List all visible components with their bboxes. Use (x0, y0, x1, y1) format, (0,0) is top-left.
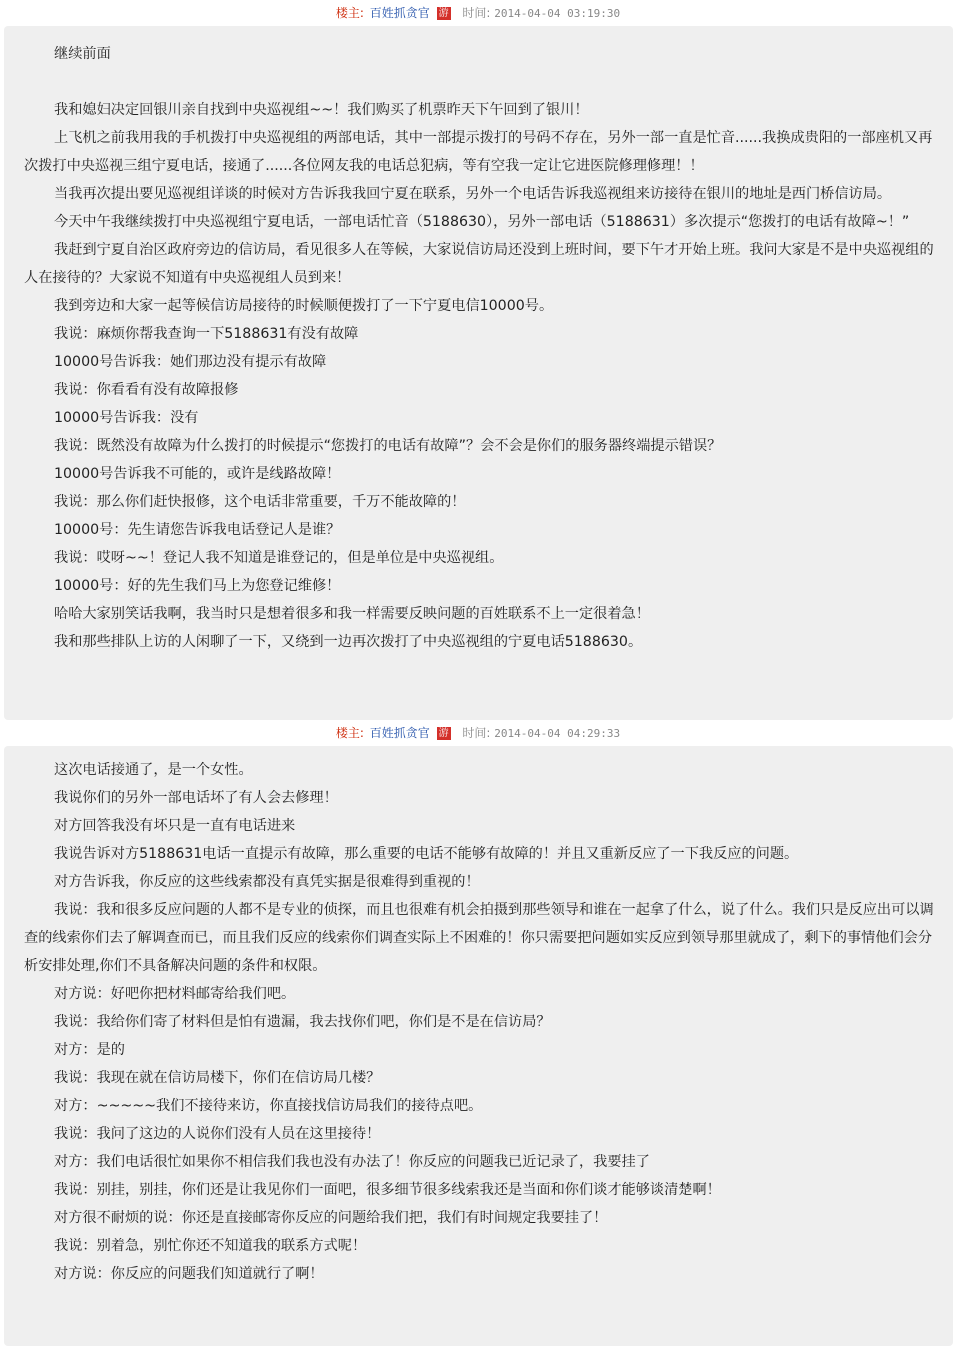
post-paragraph: 我到旁边和大家一起等候信访局接待的时候顺便拨打了一下宁夏电信10000号。 (54, 298, 554, 314)
post-paragraph: 我说：我和很多反应问题的人都不是专业的侦探，而且也很难有机会拍摄到那些领导和谁在一起拿了什么，说了什么。我们只是反应出可以调查的线索你们去了解调查而已，而且我们反应的线索你们调查实际上不困难的！你只需要把问题如实反应到领导那里就成了，剩下的事情他们会分析安排处理,你们不具备解决问题的条件和权限。 (24, 902, 934, 974)
author-link[interactable]: 百姓抓贪官 (369, 726, 430, 740)
post-paragraph: 对方很不耐烦的说：你还是直接邮寄你反应的问题给我们把，我们有时间规定我要挂了！ (54, 1210, 608, 1226)
post-paragraph: 我说：我现在就在信访局楼下，你们在信访局几楼？ (54, 1070, 381, 1086)
post-paragraph: 我和媳妇决定回银川亲自找到中央巡视组~~！我们购买了机票昨天下午回到了银川！ (54, 102, 589, 118)
post-paragraph: 10000号告诉我：没有 (54, 410, 199, 426)
post-paragraph: 10000号：先生请您告诉我电话登记人是谁？ (54, 522, 341, 538)
post-paragraph: 当我再次提出要见巡视组详谈的时候对方告诉我我回宁夏在联系，另外一个电话告诉我巡视组来访接待在银川的地址是西门桥信访局。 (54, 186, 892, 202)
post-paragraph: 对方说：你反应的问题我们知道就行了啊！ (54, 1266, 324, 1282)
post-paragraph: 10000号：好的先生我们马上为您登记维修！ (54, 578, 341, 594)
post-paragraph: 我和那些排队上访的人闲聊了一下，又绕到一边再次拨打了中央巡视组的宁夏电话5188630。 (54, 634, 643, 650)
post-body (4, 26, 953, 720)
post-paragraph: 哈哈大家别笑话我啊，我当时只是想着很多和我一样需要反映问题的百姓联系不上一定很着急！ (54, 606, 650, 622)
time-label: 时间: (462, 726, 491, 740)
tour-badge-icon: 游 (438, 728, 449, 739)
post-header (0, 0, 956, 26)
post-paragraph: 10000号告诉我：她们那边没有提示有故障 (54, 354, 327, 370)
post-paragraph: 我说告诉对方5188631电话一直提示有故障，那么重要的电话不能够有故障的！并且又重新反应了一下我反应的问题。 (54, 846, 799, 862)
post-paragraph: 我说：别着急，别忙你还不知道我的联系方式呢！ (54, 1238, 367, 1254)
post-timestamp: 2014-04-04 04:29:33 (494, 727, 621, 740)
post-paragraph: 我说：既然没有故障为什么拨打的时候提示“您拨打的电话有故障”？会不会是你们的服务器终端提示错误？ (54, 438, 722, 454)
post-paragraph: 我说：麻烦你帮我查询一下5188631有没有故障 (54, 326, 359, 342)
post-body (4, 746, 953, 1346)
post-paragraph: 对方：我们电话很忙如果你不相信我们我也没有办法了！你反应的问题我已近记录了，我要挂了 (54, 1154, 650, 1170)
post-paragraph: 这次电话接通了，是一个女性。 (54, 762, 253, 778)
post-paragraph: 对方：~~~~~我们不接待来访，你直接找信访局我们的接待点吧。 (54, 1098, 483, 1114)
op-label: 楼主: (335, 6, 364, 20)
post-paragraph: 我说：哎呀~~！登记人我不知道是谁登记的，但是单位是中央巡视组。 (54, 550, 504, 566)
post-paragraph: 我说：我给你们寄了材料但是怕有遗漏，我去找你们吧，你们是不是在信访局？ (54, 1014, 551, 1030)
post-paragraph: 我赶到宁夏自治区政府旁边的信访局，看见很多人在等候，大家说信访局还没到上班时间，要下午才开始上班。我问大家是不是中央巡视组的人在接待的？大家说不知道有中央巡视组人员到来！ (24, 242, 934, 286)
post-paragraph: 对方回答我没有坏只是一直有电话进来 (54, 818, 296, 834)
post-paragraph: 对方说：好吧你把材料邮寄给我们吧。 (54, 986, 296, 1002)
post-paragraph (24, 68, 935, 96)
post-paragraph: 我说：你看看有没有故障报修 (54, 382, 239, 398)
author-link[interactable]: 百姓抓贪官 (369, 6, 430, 20)
post-paragraph: 我说：我问了这边的人说你们没有人员在这里接待！ (54, 1126, 381, 1142)
tour-badge-icon: 游 (438, 8, 449, 19)
post-header (0, 720, 956, 746)
post-paragraph: 对方告诉我，你反应的这些线索都没有真凭实据是很难得到重视的！ (54, 874, 480, 890)
post-paragraph: 我说：那么你们赶快报修，这个电话非常重要，千万不能故障的！ (54, 494, 466, 510)
post-paragraph: 对方：是的 (54, 1042, 125, 1058)
post-paragraph: 继续前面 (54, 46, 111, 62)
post-paragraph: 我说你们的另外一部电话坏了有人会去修理！ (54, 790, 338, 806)
time-label: 时间: (462, 6, 491, 20)
post-paragraph: 我说：别挂，别挂，你们还是让我见你们一面吧，很多细节很多线索我还是当面和你们谈才能够谈清楚啊！ (54, 1182, 721, 1198)
post-timestamp: 2014-04-04 03:19:30 (494, 7, 621, 20)
post-paragraph: 上飞机之前我用我的手机拨打中央巡视组的两部电话，其中一部提示拨打的号码不存在，另外一部一直是忙音......我换成贵阳的一部座机又再次拨打中央巡视三组宁夏电话，接通了......各位网友我的电话总犯病，等有空我一定让它进医院修理修理！！ (24, 130, 933, 174)
post-paragraph: 今天中午我继续拨打中央巡视组宁夏电话，一部电话忙音（5188630），另外一部电话（5188631）多次提示“您拨打的电话有故障~！” (54, 214, 910, 230)
op-label: 楼主: (335, 726, 364, 740)
post-paragraph: 10000号告诉我不可能的，或许是线路故障！ (54, 466, 341, 482)
